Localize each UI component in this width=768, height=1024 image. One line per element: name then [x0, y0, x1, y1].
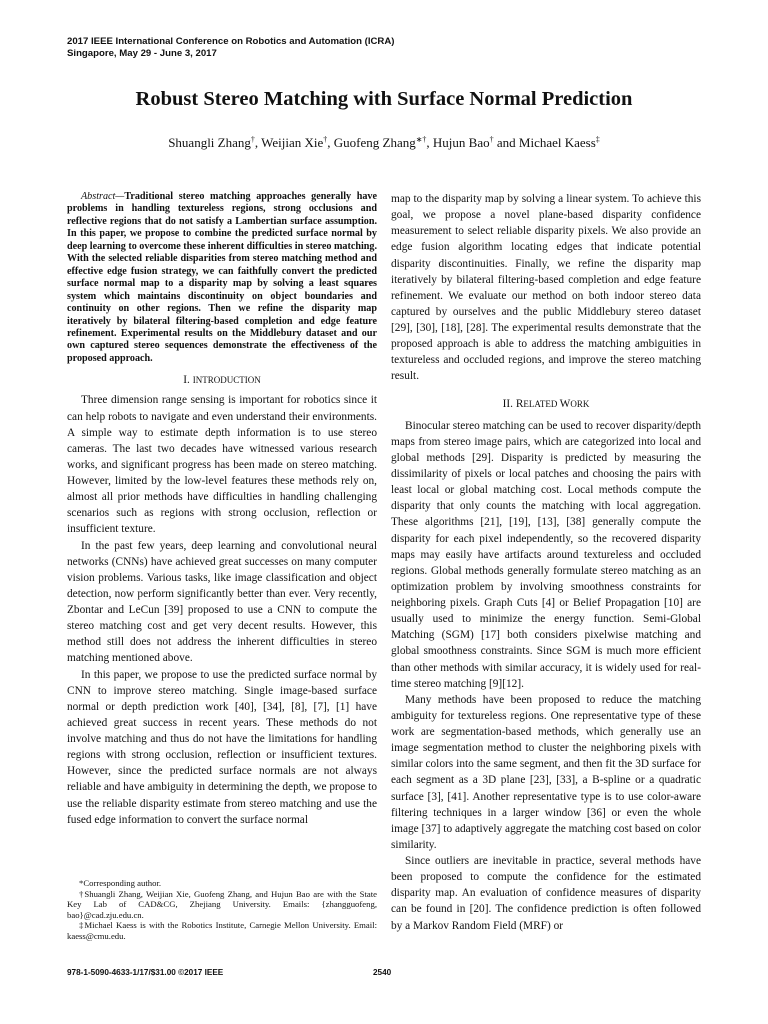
footnote: †Shuangli Zhang, Weijian Xie, Guofeng Zhang, and Hujun Bao are with the State Key Lab of CAD&CG, Zhejiang University. Emails: {zhangguofeng, bao}@cad.zju.edu.cn. [67, 888, 377, 920]
intro-paragraph: In the past few years, deep learning and convolutional neural networks (CNNs) have achieved great successes on many computer vision problems. Various tasks, like image classification and object detection, now perform significantly better than ever. Very recently, Zbontar and LeCun [39] proposed to use a CNN to compute the stereo matching cost and get very decent results. However, this method still does not address the inherent difficulties in stereo matching mentioned above. [67, 539, 377, 665]
page-number: 2540 [373, 968, 392, 977]
footnotes [67, 878, 377, 942]
author-affiliation-mark: † [323, 135, 328, 144]
related-paragraph: Since outliers are inevitable in practice, several methods have been proposed to compute the confidence for the estimated disparity map. An evaluation of confidence measures of disparity can be found in [20]. The confidence prediction is often followed by a Markov Random Field (MRF) or [391, 855, 701, 932]
footer-isbn: 978-1-5090-4633-1/17/$31.00 ©2017 IEEE [67, 968, 224, 977]
abstract [67, 191, 377, 365]
author-affiliation-mark: † [250, 135, 255, 144]
intro-paragraph: Three dimension range sensing is important for robotics since it can help robots to navigate and even understand their environments. A simple way to estimate depth information is to use stereo cameras. The last two decades have witnessed various research works, and significant progress has been made on stereo matching. However, limited by the low-level features these methods rely on, almost all prior methods have difficulties in handling challenging scenarios such as regions with strong occlusion, reflection or insufficient texture. [67, 394, 377, 536]
footnote: ‡Michael Kaess is with the Robotics Institute, Carnegie Mellon University. Email: kaess@cmu.edu. [67, 920, 377, 941]
author-name: Shuangli Zhang [168, 135, 251, 150]
conference-location-date: Singapore, May 29 - June 3, 2017 [67, 48, 217, 59]
section-heading-related-work: II. RELATED WORK [502, 397, 590, 410]
conference-header [67, 36, 567, 60]
paper-title: Robust Stereo Matching with Surface Normal Prediction [135, 88, 633, 110]
left-column [67, 191, 377, 828]
abstract-text: Traditional stereo matching approaches generally have problems in handling textureless regions, strong occlusions and reflective regions that do not satisfy a Lambertian surface assumption. In this paper, we propose to combine the predicted surface normal by deep learning to overcome these inherent difficulties in stereo matching. With the selected reliable disparities from stereo matching method and effective edge fusion strategy, we can faithfully convert the predicted surface normal map to a disparity map by solving a least squares system which maintains discontinuity on object boundaries and continuity on other regions. Then we refine the disparity map iteratively by bilateral filtering-based completion and edge feature refinement. Experimental results on the Middlebury dataset and our own captured stereo sequences demonstrate the effectiveness of the proposed approach. [67, 191, 377, 364]
intro-continuation: map to the disparity map by solving a linear system. To achieve this goal, we propose a novel plane-based disparity confidence measurement to select reliable disparity pixels. We also provide an edge fusion algorithm locating edges that indicate potential disparity discontinuities. Finally, we refine the disparity map iteratively by bilateral filtering-based completion and edge feature refinement. We evaluate our method on both indoor stereo data captured by ourselves and the public Middlebury stereo dataset [29], [30], [18], [28]. The experimental results demonstrate that the proposed approach is able to address the matching ambiguities in textureless and occluded regions, and improve the stereo matching result. [391, 193, 701, 383]
author-affiliation-mark: ∗† [415, 135, 427, 144]
abstract-lead: Abstract— [81, 191, 125, 202]
conference-name: 2017 IEEE International Conference on Robotics and Automation (ICRA) [67, 36, 395, 47]
footnote: *Corresponding author. [79, 878, 162, 888]
related-paragraph: Many methods have been proposed to reduce the matching ambiguity for textureless regions. One representative type of these work are segmentation-based methods, which generally use an image segmentation method to cluster the neighboring pixels with similar colors into the same segment, and then fit the 3D surface for each segment as a 3D plane [23], [33], a B-spline or a quadratic surface [3], [41]. Another representative type is to use color-aware filtering techniques in a larger window [36] or even the whole image [37] to adaptively aggregate the matching cost based on color similarity. [391, 693, 701, 851]
author-name: Hujun Bao [432, 135, 490, 150]
author-name: Weijian Xie [261, 135, 324, 150]
author-affiliation-mark: ‡ [595, 135, 600, 144]
author-name: Guofeng Zhang [333, 135, 416, 150]
author-name: Michael Kaess [518, 135, 596, 150]
author-list: Shuangli Zhang†, Weijian Xie†, Guofeng Zhang∗†, Hujun Bao† and Michael Kaess‡ [168, 135, 600, 150]
author-affiliation-mark: † [489, 135, 494, 144]
right-column [391, 191, 701, 934]
section-heading-introduction: I. INTRODUCTION [183, 374, 261, 387]
intro-paragraph: In this paper, we propose to use the predicted surface normal by CNN to improve stereo matching. Single image-based surface normal or depth prediction work [40], [34], [8], [7], [1] have achieved great success in recent years. These methods do not involve matching and thus do not have the limitations for handling regions with strong occlusion, reflection or insufficient textures. However, since the predicted surface normals are not always reliable and have ambiguity in determining the depth, we propose to use the reliable disparity estimate from stereo matching and use the fused edge information to convert the surface normal [67, 668, 377, 826]
related-paragraph: Binocular stereo matching can be used to recover disparity/depth maps from stereo image pairs, which are categorized into local and global methods [29]. Disparity is predicted by measuring the dissimilarity of pixels or local patches and choosing the pairs with least local or global matching cost. Local methods compute the disparity that only counts the matching with local aggregation. These algorithms [21], [19], [13], [38] generally compute the disparity for each pixel independently, so the recovered disparity maps may easily have artifacts around textureless and occluded regions. Global methods generally formulate stereo matching as an optimization problem by involving smoothness constraints for neighboring pixels. Graph Cuts [4] or Belief Propagation [10] are usually used to minimize the energy function. Semi-Global Matching (SGM) [17] both considers pixelwise matching and global smoothness constraints. Since SGM is much more efficient than other methods with similar accuracy, it is widely used for real-time stereo matching [9][12]. [391, 419, 701, 690]
